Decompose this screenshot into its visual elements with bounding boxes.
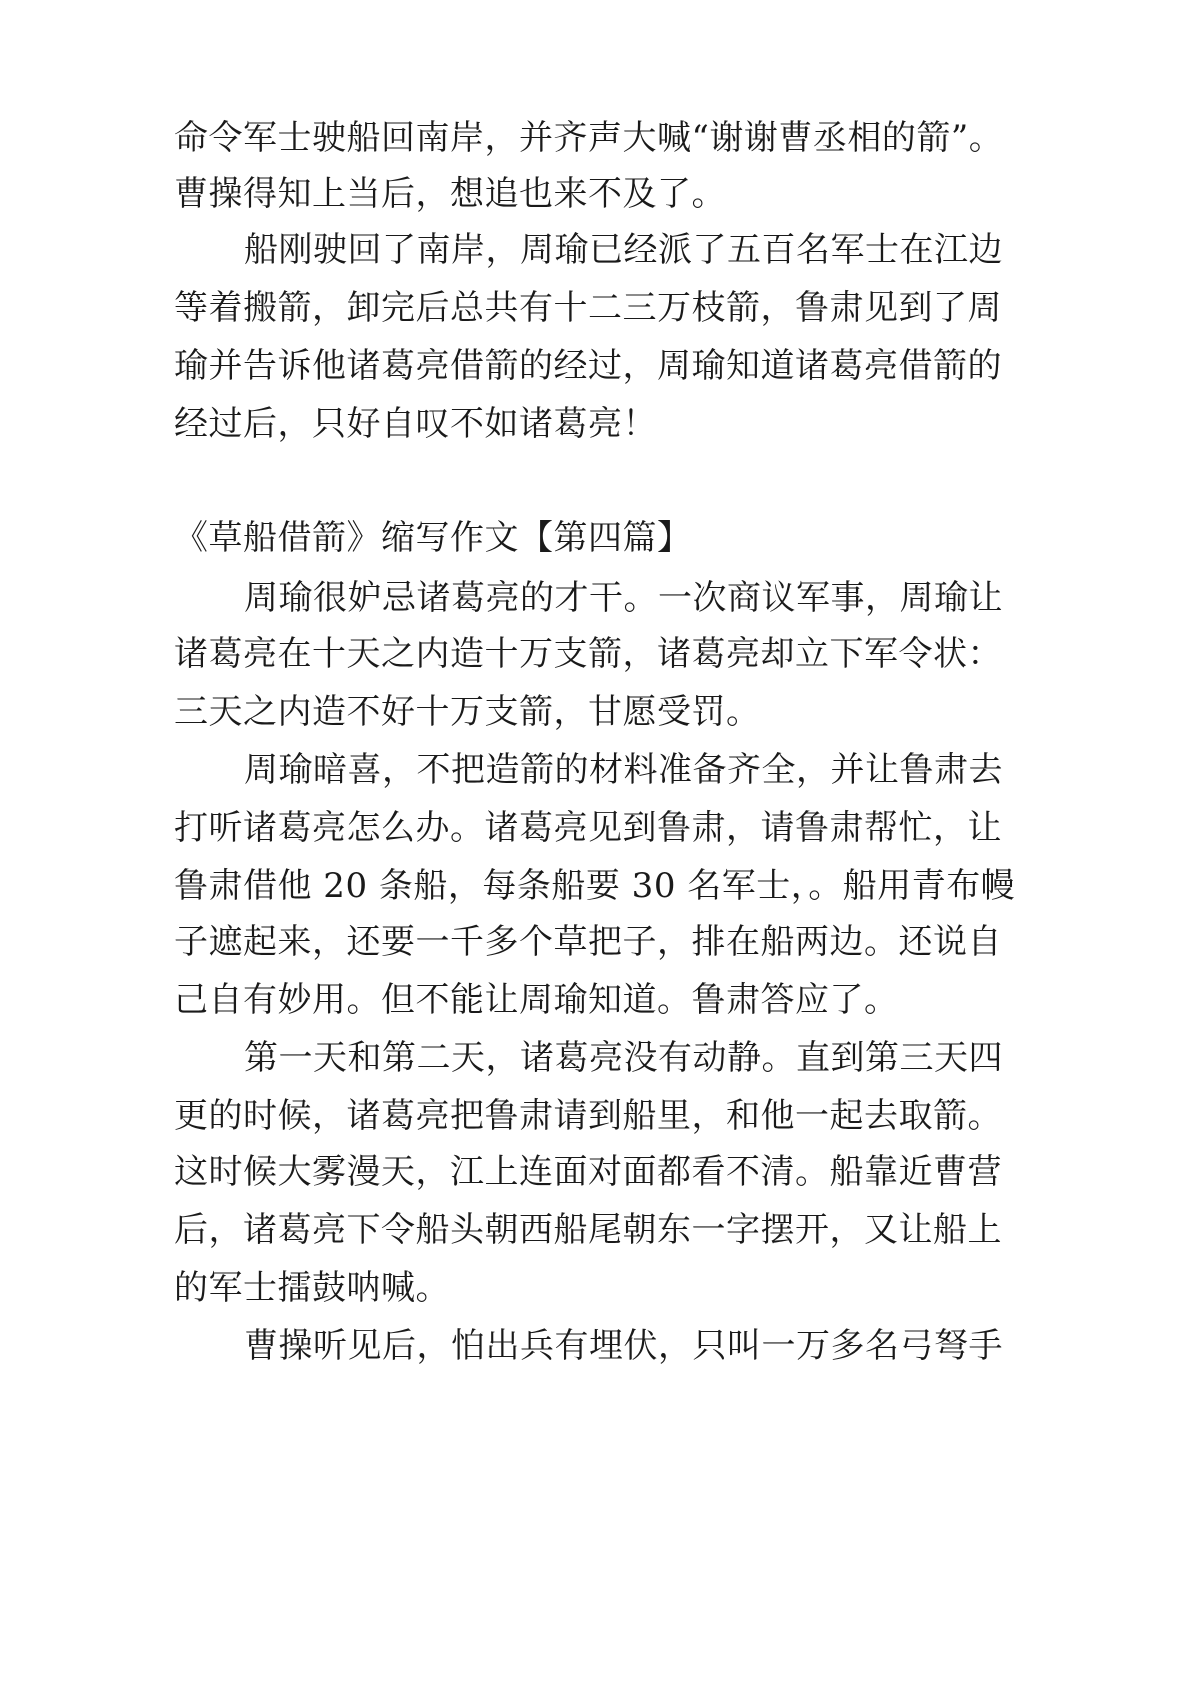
- paragraph-first-line: 曹操听见后，怕出兵有埋伏，只叫一万多名弓弩手: [244, 1326, 1003, 1366]
- section-title: 《草船借箭》缩写作文【第四篇】: [174, 518, 692, 558]
- text-line: 己自有妙用。但不能让周瑜知道。鲁肃答应了。: [174, 980, 899, 1020]
- text-line: 瑜并告诉他诸葛亮借箭的经过，周瑜知道诸葛亮借箭的: [174, 346, 1002, 386]
- text-line: 经过后，只好自叹不如诸葛亮！: [174, 404, 657, 444]
- text-line: 这时候大雾漫天，江上连面对面都看不清。船靠近曹营: [174, 1152, 1002, 1192]
- paragraph-first-line: 周瑜暗喜，不把造箭的材料准备齐全，并让鲁肃去: [244, 750, 1003, 790]
- text-line: 更的时候，诸葛亮把鲁肃请到船里，和他一起去取箭。: [174, 1096, 1002, 1136]
- text-line: 鲁肃借他 20 条船，每条船要 30 名军士，。船用青布幔: [174, 866, 1016, 906]
- text-line: 命令军士驶船回南岸，并齐声大喊“谢谢曹丞相的箭”。: [174, 118, 1004, 158]
- text-line: 子遮起来，还要一千多个草把子，排在船两边。还说自: [174, 922, 1002, 962]
- text-line: 曹操得知上当后，想追也来不及了。: [174, 174, 726, 214]
- text-line: 后，诸葛亮下令船头朝西船尾朝东一字摆开，又让船上: [174, 1210, 1002, 1250]
- text-line: 等着搬箭，卸完后总共有十二三万枝箭，鲁肃见到了周: [174, 288, 1002, 328]
- text-line: 打听诸葛亮怎么办。诸葛亮见到鲁肃，请鲁肃帮忙，让: [174, 808, 1002, 848]
- text-line: 的军士擂鼓呐喊。: [174, 1268, 450, 1308]
- paragraph-first-line: 船刚驶回了南岸，周瑜已经派了五百名军士在江边: [244, 230, 1003, 270]
- text-line: 诸葛亮在十天之内造十万支箭，诸葛亮却立下军令状：: [174, 634, 1002, 674]
- paragraph-first-line: 第一天和第二天，诸葛亮没有动静。直到第三天四: [244, 1038, 1003, 1078]
- text-line: 三天之内造不好十万支箭，甘愿受罚。: [174, 692, 761, 732]
- paragraph-first-line: 周瑜很妒忌诸葛亮的才干。一次商议军事，周瑜让: [244, 578, 1003, 618]
